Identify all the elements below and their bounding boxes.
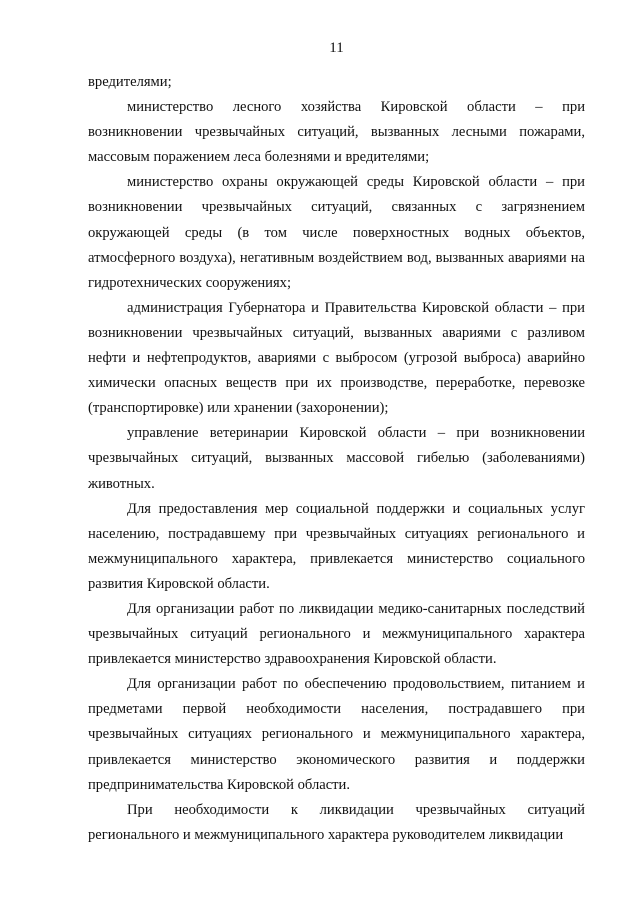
paragraph-1: вредителями; <box>88 74 172 90</box>
document-body <box>88 70 585 848</box>
paragraph-8: Для организации работ по обеспечению продовольствием, питанием и предметами первой необходимости населения, пострадавшего при чрезвычайных ситуациях регионального и межмуниципального характера, привлекается министерство экономического развития и поддержки предпринимательства Кировской области. <box>88 676 585 793</box>
paragraph-5: управление ветеринарии Кировской области – при возникновении чрезвычайных ситуаций, вызванных массовой гибелью (заболеваниями) животных. <box>88 425 585 492</box>
paragraph-4: администрация Губернатора и Правительства Кировской области – при возникновении чрезвычайных ситуаций, вызванных авариями с разливом нефти и нефтепродуктов, авариями с выбросом (угрозой выброса) аварийно химически опасных веществ при их производстве, переработке, перевозке (транспортировке) или хранении (захоронении); <box>88 299 585 417</box>
paragraph-2: министерство лесного хозяйства Кировской области – при возникновении чрезвычайных ситуаций, вызванных лесными пожарами, массовым поражением леса болезнями и вредителями; <box>88 99 585 166</box>
page-number: 11 <box>329 40 344 56</box>
paragraph-9: При необходимости к ликвидации чрезвычайных ситуаций регионального и межмуниципального характера руководителем ликвидации <box>88 801 585 843</box>
paragraph-3: министерство охраны окружающей среды Кировской области – при возникновении чрезвычайных ситуаций, связанных с загрязнением окружающей среды (в том числе поверхностных водных объектов, атмосферного воздуха), негативным воздействием вод, вызванных авариями на гидротехнических сооружениях; <box>88 174 585 291</box>
paragraph-6: Для предоставления мер социальной поддержки и социальных услуг населению, пострадавшему при чрезвычайных ситуациях регионального и межмуниципального характера, привлекается министерство социального развития Кировской области. <box>88 500 585 592</box>
paragraph-7: Для организации работ по ликвидации медико-санитарных последствий чрезвычайных ситуаций регионального и межмуниципального характера привлекается министерство здравоохранения Кировской области. <box>88 600 585 668</box>
